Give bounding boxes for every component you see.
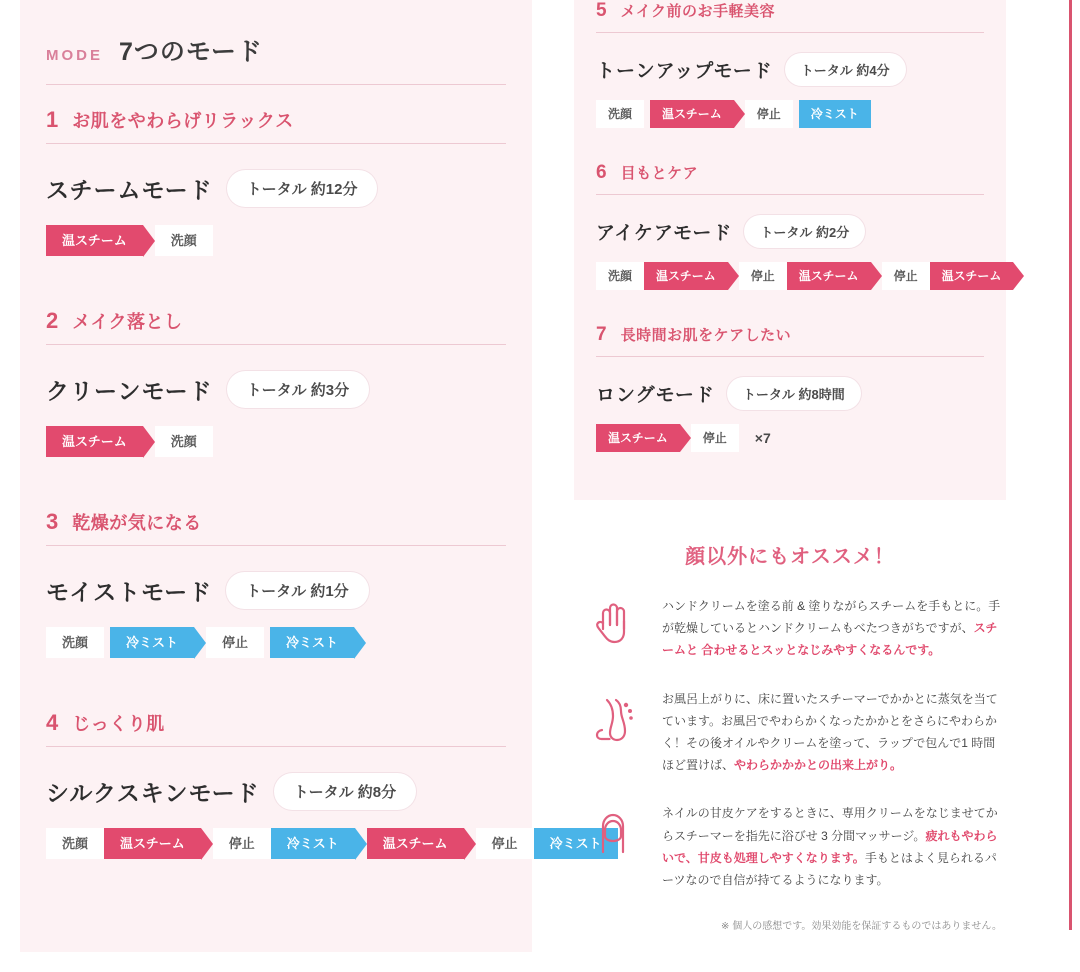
mode-name-row	[596, 53, 984, 86]
step-chip: 温スチーム	[644, 262, 728, 290]
mode-section-number: 5	[596, 0, 607, 21]
recommend-text-plain: ハンドクリームを塗る前 & 塗りながらスチームを手もとに。手が乾燥しているとハンドクリームもべたつきがちですが、	[662, 599, 1001, 636]
mode-section-label: メイク前のお手軽美容	[620, 3, 775, 20]
right-edge-rule	[1069, 0, 1072, 930]
step-chip: 温スチーム	[46, 225, 143, 256]
mode-name: スチームモード	[46, 177, 213, 203]
recommend-text-plain: ネイルの甘皮ケアをするときに、専用クリームをなじませてからスチーマーを指先に浴びせ 3 分間マッサージ。	[662, 806, 998, 843]
step-chip: 冷ミスト	[110, 627, 194, 658]
mode-step-sequence	[46, 828, 602, 859]
mode-section	[596, 310, 984, 452]
mode-total-badge: トータル 約1分	[226, 572, 369, 609]
step-chip: 停止	[476, 828, 534, 859]
mode-total-badge: トータル 約8分	[274, 773, 417, 810]
mode-section-label: 目もとケア	[620, 165, 699, 182]
mode-header	[46, 0, 506, 85]
mode-step-sequence	[46, 627, 506, 658]
mode-section-number: 2	[46, 308, 59, 333]
mode-section-label: 乾燥が気になる	[72, 513, 202, 533]
mode-name: ロングモード	[596, 385, 715, 406]
step-chip: 停止	[882, 262, 930, 290]
right-panel	[574, 0, 1006, 500]
recommend-text-plain: お風呂上がりに、床に置いたスチーマーでかかとに蒸気を当てています。お風呂でやわらかくなったかかとをさらにやわらかく！その後オイルやクリームを塗って、ラップで包んで1 時間ほど置けば、	[662, 691, 998, 773]
mode-section-number: 1	[46, 107, 59, 132]
step-chip: 洗顔	[46, 828, 104, 859]
mode-section	[46, 688, 602, 859]
mode-section-label: お肌をやわらげリラックス	[72, 111, 294, 131]
step-chip: 洗顔	[155, 426, 213, 457]
recommend-item-text	[662, 595, 1006, 662]
step-chip: 冷ミスト	[270, 627, 354, 658]
step-chip: 温スチーム	[930, 262, 1014, 290]
mode-section	[596, 148, 1002, 290]
recommend-item	[574, 688, 1006, 777]
mode-step-sequence	[596, 262, 1002, 290]
mode-section	[46, 286, 506, 457]
mode-section-number: 3	[46, 509, 59, 534]
recommend-title: 顔以外にもオススメ！	[685, 546, 895, 568]
mode-step-sequence	[596, 424, 984, 452]
step-chip: 洗顔	[596, 100, 644, 128]
mode-name: クリーンモード	[46, 378, 213, 404]
step-chip: 温スチーム	[650, 100, 734, 128]
recommend-text-plain: 手もとはよく見られるパーツなので自信が持てるようになります。	[662, 850, 997, 887]
mode-section-title	[596, 324, 984, 357]
disclaimer-note: ※ 個人の感想です。効果効能を保証するものではありません。	[721, 921, 1002, 933]
mode-total-badge: トータル 約12分	[227, 170, 378, 207]
mode-name: モイストモード	[46, 579, 213, 605]
left-section-list	[46, 85, 602, 859]
recommend-text-emphasis: やわらかかかとの出来上がり。	[734, 758, 903, 773]
step-chip: 洗顔	[155, 225, 213, 256]
mode-total-badge: トータル 約2分	[744, 215, 865, 248]
foot-icon	[582, 688, 644, 777]
mode-section	[596, 0, 984, 128]
mode-header-jp: 7つのモード	[119, 38, 263, 66]
recommend-item-text	[662, 802, 1006, 891]
step-chip: 停止	[213, 828, 271, 859]
step-chip: 洗顔	[46, 627, 104, 658]
right-section-list	[596, 0, 1002, 452]
mode-name: アイケアモード	[596, 223, 733, 244]
recommend-item	[574, 802, 1006, 891]
mode-section-title	[596, 0, 984, 33]
mode-section-title	[46, 710, 506, 747]
recommend-text-emphasis: スチームと 合わせるとスッとなじみやすくなるんです。	[662, 621, 998, 658]
hand-icon	[582, 595, 644, 662]
recommend-item-text	[662, 688, 1006, 777]
step-chip: 停止	[739, 262, 787, 290]
mode-name-row	[46, 170, 506, 207]
mode-section-number: 6	[596, 162, 607, 183]
mode-section-title	[46, 509, 506, 546]
step-chip: 温スチーム	[104, 828, 201, 859]
step-chip: 温スチーム	[596, 424, 680, 452]
recommend-text-emphasis: 疲れもやわらいで、甘皮も処理しやすくなります。	[662, 828, 998, 865]
step-chip: 冷ミスト	[799, 100, 871, 128]
step-chip: 冷ミスト	[534, 828, 618, 859]
mode-name-row	[46, 371, 506, 408]
recommend-block	[574, 540, 1006, 932]
step-chip: 冷ミスト	[271, 828, 355, 859]
step-chip: 停止	[745, 100, 793, 128]
mode-section-label: 長時間お肌をケアしたい	[620, 327, 792, 344]
recommend-item	[574, 595, 1006, 662]
mode-section-title	[46, 308, 506, 345]
step-chip: 温スチーム	[787, 262, 871, 290]
mode-header-en: MODE	[46, 47, 103, 64]
mode-total-badge: トータル 約8時間	[727, 377, 861, 410]
mode-section-number: 4	[46, 710, 59, 735]
mode-name: シルクスキンモード	[46, 780, 260, 806]
step-chip: 停止	[206, 627, 264, 658]
mode-total-badge: トータル 約4分	[785, 53, 906, 86]
mode-section-title	[46, 107, 506, 144]
mode-section-title	[596, 162, 984, 195]
step-chip: 停止	[691, 424, 739, 452]
mode-step-sequence	[596, 100, 984, 128]
step-repeat-count: ×7	[754, 430, 771, 446]
mode-section-label: じっくり肌	[72, 714, 165, 734]
recommend-item-list	[574, 595, 1006, 891]
mode-step-sequence	[46, 426, 506, 457]
step-chip: 温スチーム	[367, 828, 464, 859]
mode-section-number: 7	[596, 324, 607, 345]
mode-name: トーンアップモード	[596, 61, 773, 82]
mode-section	[46, 85, 506, 256]
step-chip: 温スチーム	[46, 426, 143, 457]
nail-icon	[582, 802, 644, 891]
mode-name-row	[46, 773, 506, 810]
mode-name-row	[596, 377, 984, 410]
mode-section	[46, 487, 506, 658]
left-panel	[20, 0, 602, 952]
mode-section-label: メイク落とし	[72, 312, 183, 332]
mode-name-row	[596, 215, 984, 248]
step-chip: 洗顔	[596, 262, 644, 290]
mode-total-badge: トータル 約3分	[227, 371, 370, 408]
mode-name-row	[46, 572, 506, 609]
mode-step-sequence	[46, 225, 506, 256]
